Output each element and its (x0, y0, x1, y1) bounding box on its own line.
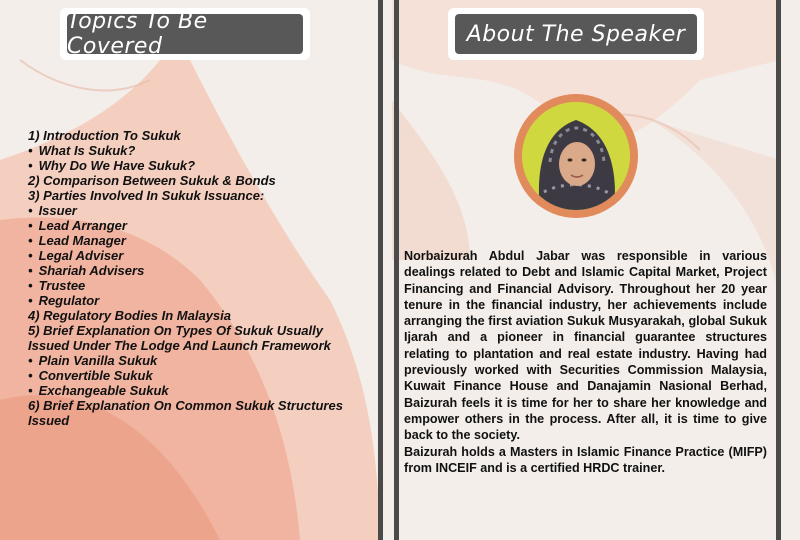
topic-heading-6-cont: Issued (28, 413, 70, 428)
speaker-portrait-icon (522, 102, 630, 210)
topic-item: • Why Do We Have Sukuk? (28, 158, 378, 173)
speaker-banner (448, 8, 704, 60)
speaker-photo (522, 102, 630, 210)
topic-heading-3: 3) Parties Involved In Sukuk Issuance: (28, 188, 265, 203)
topics-list (28, 128, 378, 428)
topic-item: • Exchangeable Sukuk (28, 383, 378, 398)
topic-item: • Lead Manager (28, 233, 378, 248)
topic-item: • Trustee (28, 278, 378, 293)
topic-item: • Shariah Advisers (28, 263, 378, 278)
bio-paragraph-2: Baizurah holds a Masters in Islamic Finance Practice (MIFP) from INCEIF and is a certified HRDC trainer. (404, 444, 767, 475)
topic-heading-6: 6) Brief Explanation On Common Sukuk Structures (28, 398, 343, 413)
speaker-bio (404, 248, 767, 476)
topic-heading-1: 1) Introduction To Sukuk (28, 128, 181, 143)
topic-item: • Plain Vanilla Sukuk (28, 353, 378, 368)
topic-item: • Issuer (28, 203, 378, 218)
topics-banner (60, 8, 310, 60)
topics-banner-inner (67, 9, 303, 59)
bio-paragraph-1: Norbaizurah Abdul Jabar was responsible in various dealings related to Debt and Islamic Capital Market, Project Financing and Financial Advisory. Throughout her 20 year tenure in the financial industry, her achievements include arranging the first aviation Sukuk Musyarakah, global Sukuk Ijarah and a pioneer in financial guarantee structures relating to plantation and real estate industry. Having had previously worked with Securities Commission Malaysia, Kuwait Finance House and Danajamin Nasional Berhad, Baizurah feels it is time for her to share her knowledge and empower others in the process. After all, it is time to give back to the society. (404, 249, 767, 443)
topic-item: • Convertible Sukuk (28, 368, 378, 383)
speaker-photo-frame (514, 94, 638, 218)
topic-heading-4: 4) Regulatory Bodies In Malaysia (28, 308, 232, 323)
topic-item: • Legal Adviser (28, 248, 378, 263)
speaker-title: About The Speaker (466, 21, 686, 47)
topic-heading-2: 2) Comparison Between Sukuk & Bonds (28, 173, 276, 188)
middle-frame-line (394, 0, 399, 540)
left-frame-line (378, 0, 383, 540)
topic-heading-5-cont: Issued Under The Lodge And Launch Framework (28, 338, 331, 353)
right-frame-line (776, 0, 781, 540)
topic-item: • Lead Arranger (28, 218, 378, 233)
topics-title: Topics To Be Covered (67, 9, 208, 59)
topic-heading-5: 5) Brief Explanation On Types Of Sukuk Usually (28, 323, 323, 338)
topic-item: • Regulator (28, 293, 378, 308)
speaker-banner-inner (455, 14, 697, 54)
topic-item: • What Is Sukuk? (28, 143, 378, 158)
